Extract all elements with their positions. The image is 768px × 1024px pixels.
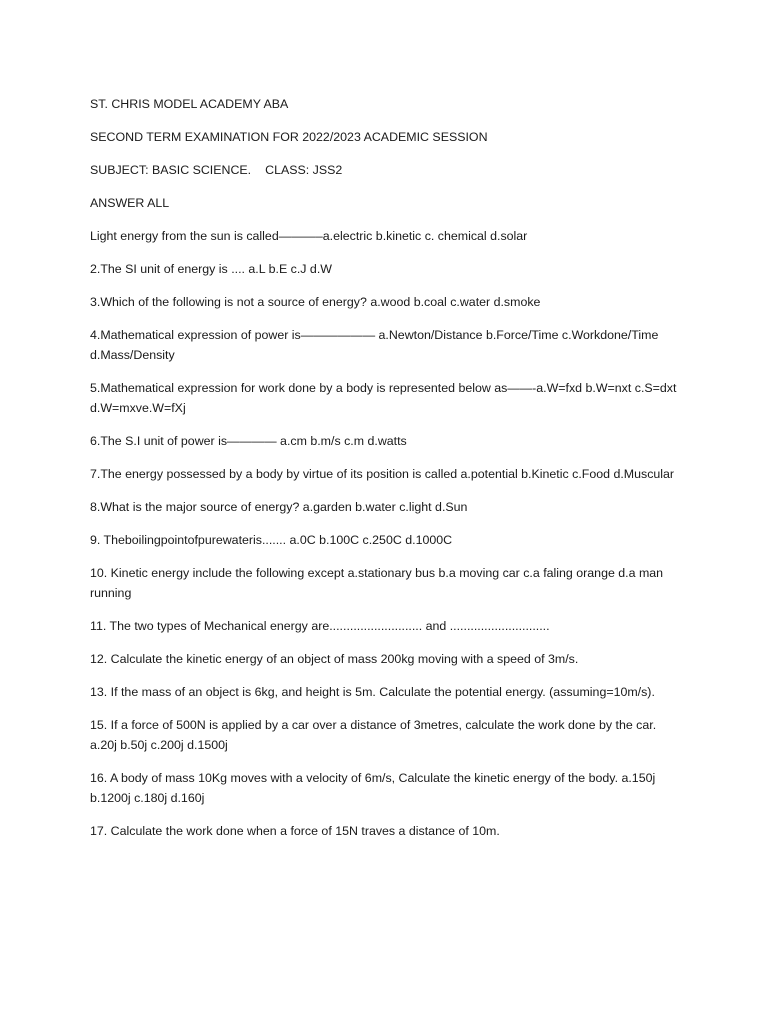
question-1: Light energy from the sun is called———–a.electric b.kinetic c. chemical d.solar (90, 229, 528, 243)
question-6: 6.The S.I unit of power is———— a.cm b.m/s c.m d.watts (90, 434, 407, 448)
question-3: 3.Which of the following is not a source of energy? a.wood b.coal c.water d.smoke (90, 295, 541, 309)
question-9: 9. Theboilingpointofpurewateris....... a.0C b.100C c.250C d.1000C (90, 533, 453, 547)
subject-class-line (90, 160, 682, 180)
question-2: 2.The SI unit of energy is .... a.L b.E c.J d.W (90, 262, 332, 276)
instruction: ANSWER ALL (90, 196, 170, 210)
question-16: 16. A body of mass 10Kg moves with a velocity of 6m/s, Calculate the kinetic energy of the body. a.150j b.1200j c.180j d.160j (90, 771, 656, 805)
question-8: 8.What is the major source of energy? a.garden b.water c.light d.Sun (90, 500, 468, 514)
question-15: 15. If a force of 500N is applied by a car over a distance of 3metres, calculate the work done by the car. a.20j b.50j c.200j d.1500j (90, 718, 657, 752)
exam-title: SECOND TERM EXAMINATION FOR 2022/2023 ACADEMIC SESSION (90, 130, 488, 144)
class-label: CLASS: JSS2 (265, 163, 343, 177)
question-12: 12. Calculate the kinetic energy of an object of mass 200kg moving with a speed of 3m/s. (90, 652, 579, 666)
question-17: 17. Calculate the work done when a force of 15N traves a distance of 10m. (90, 824, 500, 838)
question-7: 7.The energy possessed by a body by virtue of its position is called a.potential b.Kinetic c.Food d.Muscular (90, 467, 675, 481)
question-13: 13. If the mass of an object is 6kg, and height is 5m. Calculate the potential energy. (assuming=10m/s). (90, 685, 655, 699)
question-4: 4.Mathematical expression of power is—————— a.Newton/Distance b.Force/Time c.Workdone/Time d.Mass/Density (90, 328, 659, 362)
question-10: 10. Kinetic energy include the following except a.stationary bus b.a moving car c.a faling orange d.a man running (90, 566, 664, 600)
question-5: 5.Mathematical expression for work done by a body is represented below as——-a.W=fxd b.W=nxt c.S=dxt d.W=mxve.W=fXj (90, 381, 677, 415)
question-11: 11. The two types of Mechanical energy are........................... and ............................. (90, 619, 550, 633)
subject-label: SUBJECT: BASIC SCIENCE. (90, 163, 252, 177)
school-name: ST. CHRIS MODEL ACADEMY ABA (90, 97, 289, 111)
